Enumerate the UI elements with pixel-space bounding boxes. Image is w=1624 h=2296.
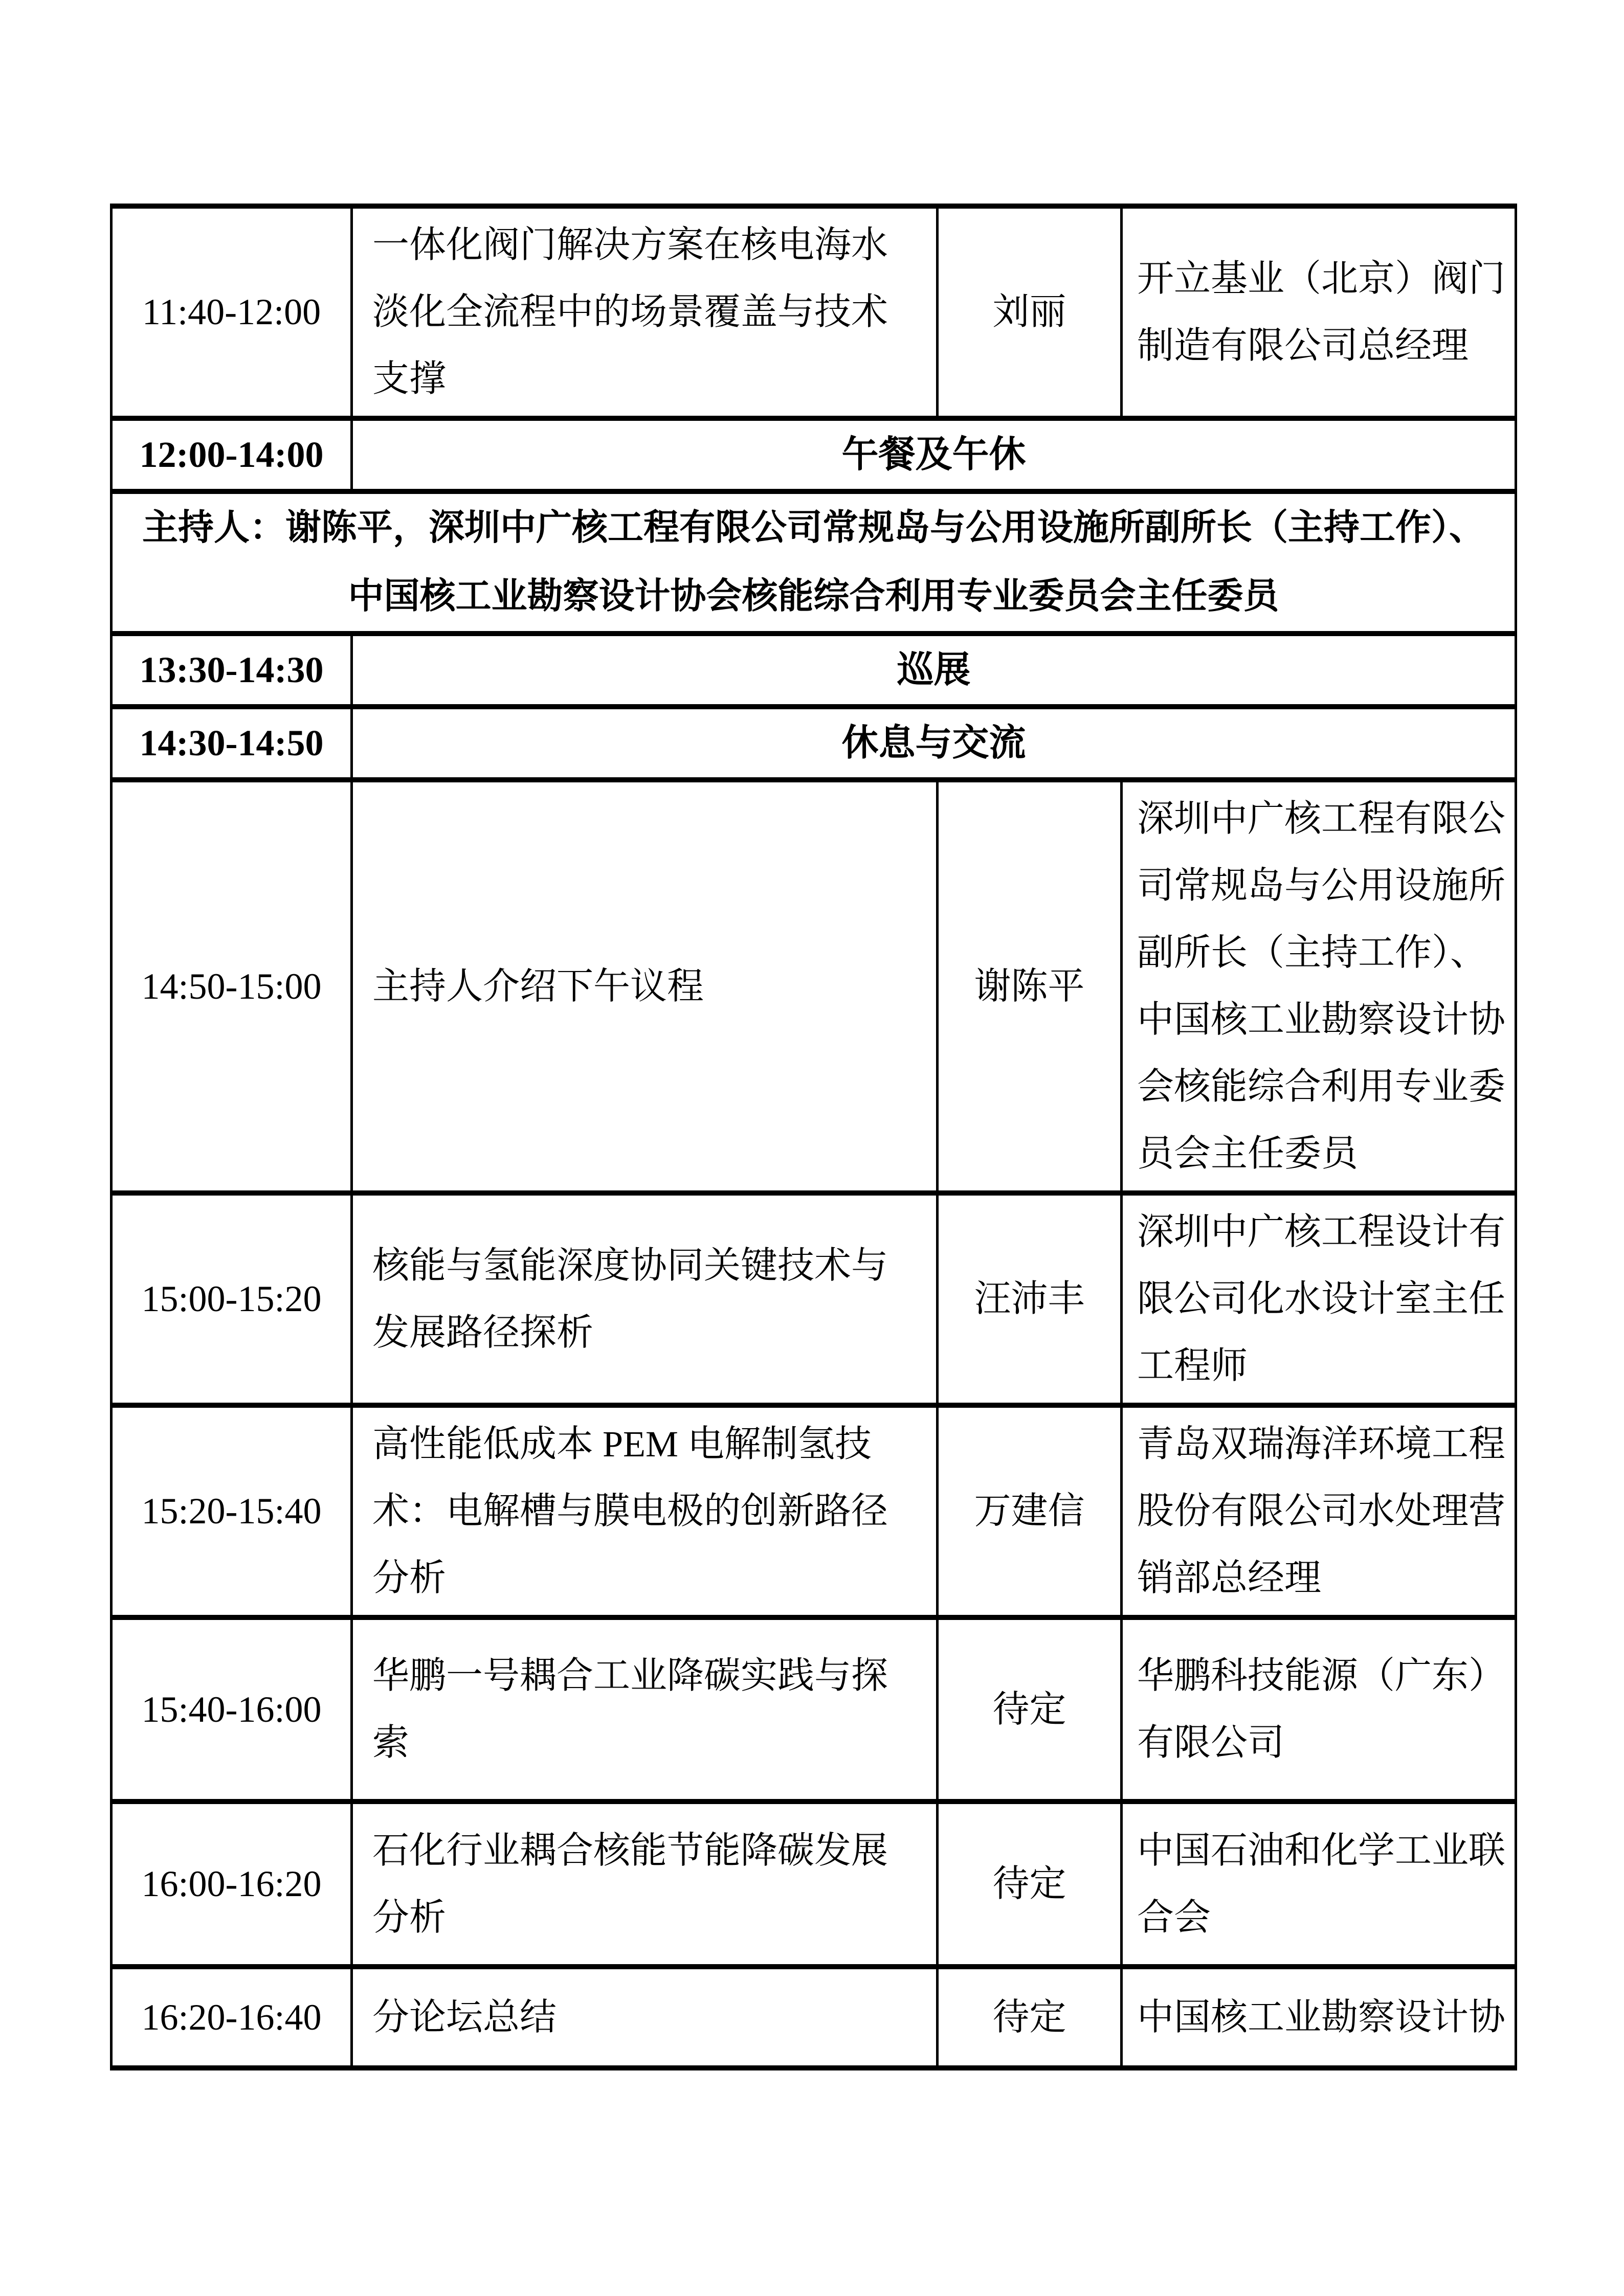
exhibition-label: 巡展 [352, 634, 1516, 707]
time-cell: 11:40-12:00 [112, 206, 352, 418]
table-row [112, 1802, 1516, 1967]
table-row-lunch [112, 418, 1516, 491]
speaker-cell: 待定 [938, 1617, 1122, 1802]
time-cell: 15:20-15:40 [112, 1405, 352, 1617]
table-row [112, 1967, 1516, 2068]
table-row [112, 1193, 1516, 1405]
time-cell: 15:40-16:00 [112, 1617, 352, 1802]
topic-cell: 高性能低成本 PEM 电解制氢技术：电解槽与膜电极的创新路径分析 [352, 1405, 938, 1617]
table-row [112, 1405, 1516, 1617]
table-row-break [112, 707, 1516, 780]
agenda-table [110, 204, 1517, 2070]
time-cell: 16:20-16:40 [112, 1967, 352, 2068]
org-cell: 深圳中广核工程有限公司常规岛与公用设施所副所长（主持工作）、中国核工业勘察设计协会核能综合利用专业委员会主任委员 [1122, 780, 1516, 1193]
org-cell: 深圳中广核工程设计有限公司化水设计室主任工程师 [1122, 1193, 1516, 1405]
table-row-exhibition [112, 634, 1516, 707]
topic-cell: 核能与氢能深度协同关键技术与发展路径探析 [352, 1193, 938, 1405]
break-label: 休息与交流 [352, 707, 1516, 780]
time-cell: 16:00-16:20 [112, 1802, 352, 1967]
table-row [112, 780, 1516, 1193]
time-cell: 14:50-15:00 [112, 780, 352, 1193]
time-cell: 15:00-15:20 [112, 1193, 352, 1405]
time-cell: 14:30-14:50 [112, 707, 352, 780]
topic-cell: 主持人介绍下午议程 [352, 780, 938, 1193]
topic-cell: 华鹏一号耦合工业降碳实践与探索 [352, 1617, 938, 1802]
org-cell: 中国核工业勘察设计协 [1122, 1967, 1516, 2068]
time-cell: 12:00-14:00 [112, 418, 352, 491]
org-cell: 开立基业（北京）阀门制造有限公司总经理 [1122, 206, 1516, 418]
speaker-cell: 刘丽 [938, 206, 1122, 418]
topic-cell: 一体化阀门解决方案在核电海水淡化全流程中的场景覆盖与技术支撑 [352, 206, 938, 418]
speaker-cell: 谢陈平 [938, 780, 1122, 1193]
org-cell: 华鹏科技能源（广东）有限公司 [1122, 1617, 1516, 1802]
host-line-2: 中国核工业勘察设计协会核能综合利用专业委员会主任委员 [348, 577, 1279, 616]
host-line-1: 主持人：谢陈平，深圳中广核工程有限公司常规岛与公用设施所副所长（主持工作）、 [142, 508, 1485, 548]
speaker-cell: 万建信 [938, 1405, 1122, 1617]
topic-cell: 石化行业耦合核能节能降碳发展分析 [352, 1802, 938, 1967]
lunch-label: 午餐及午休 [352, 418, 1516, 491]
topic-cell: 分论坛总结 [352, 1967, 938, 2068]
org-cell: 中国石油和化学工业联合会 [1122, 1802, 1516, 1967]
speaker-cell: 汪沛丰 [938, 1193, 1122, 1405]
time-cell: 13:30-14:30 [112, 634, 352, 707]
table-row [112, 206, 1516, 418]
speaker-cell: 待定 [938, 1802, 1122, 1967]
host-cell [112, 491, 1516, 634]
org-cell: 青岛双瑞海洋环境工程股份有限公司水处理营销部总经理 [1122, 1405, 1516, 1617]
table-row-host [112, 491, 1516, 634]
table-row [112, 1617, 1516, 1802]
speaker-cell: 待定 [938, 1967, 1122, 2068]
